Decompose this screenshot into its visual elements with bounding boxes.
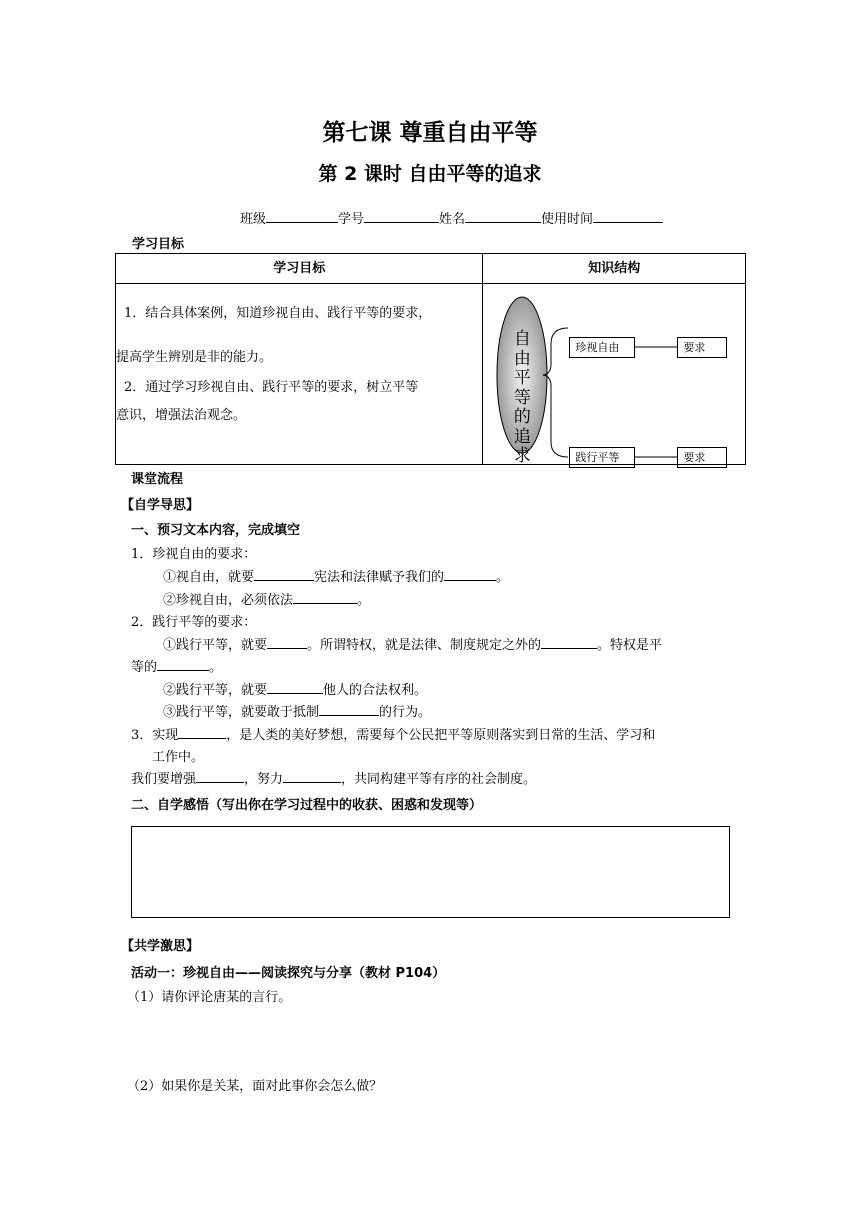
question-2c: ③践行平等，就要敢于抵制 的行为。 [163,701,431,720]
page-subtitle: 第 2 课时 自由平等的追求 [318,163,542,185]
question-1a: ①视自由，就要 宪法和法律赋予我们的 。 [163,566,509,585]
class-field[interactable] [266,209,338,223]
requirement-box-top: 要求 [677,337,727,358]
fill-blank[interactable] [541,635,597,649]
activity1-question2: （2）如果你是关某，面对此事你会怎么做？ [127,1079,383,1094]
part2-heading: 二、自学感悟（写出你在学习过程中的收获、困惑和发现等） [131,798,483,813]
class-flow-heading: 课堂流程 [131,472,184,487]
fill-blank[interactable] [283,769,341,783]
cherish-freedom-box: 珍视自由 [569,337,635,358]
question-2a: ①践行平等，就要 。所谓特权，就是法律、制度规定之外的 。特权是平 [163,634,662,653]
practice-equality-box: 践行平等 [569,447,635,468]
fill-blank[interactable] [178,725,226,739]
name-label: 姓名 [439,212,466,227]
activity1-heading: 活动一：珍视自由——阅读探究与分享（教材 P104） [131,966,446,981]
question-1: 1．珍视自由的要求： [131,547,257,562]
time-field[interactable] [593,209,663,223]
objective-line: 1．结合具体案例，知道珍视自由、践行平等的要求， [124,306,432,321]
reflection-box[interactable] [131,826,730,918]
objective-line: 提高学生辨别是非的能力。 [116,350,273,365]
fill-blank[interactable] [196,769,244,783]
fill-blank[interactable] [267,680,323,694]
structure-col-header: 知识结构 [483,254,746,284]
objectives-col-header: 学习目标 [116,254,483,284]
fill-blank[interactable] [157,657,209,671]
question-1b: ②珍视自由，必须依法 。 [163,589,370,608]
question-3: 3．实现 ，是人类的美好梦想，需要每个公民把平等原则落实到日常的生活、学习和 [131,724,655,743]
fill-blank[interactable] [254,567,314,581]
self-study-heading: 【自学导思】 [121,498,200,513]
requirement-box-bottom: 要求 [677,447,727,468]
fill-blank[interactable] [444,567,496,581]
question-4: 我们要增强 ，努力 ，共同构建平等有序的社会制度。 [131,768,536,787]
activity1-question1: （1）请你评论唐某的言行。 [127,990,292,1005]
knowledge-structure-cell [483,284,746,465]
question-3-cont: 工作中。 [152,750,205,765]
question-2: 2．践行平等的要求： [131,615,257,630]
objective-line: 意识，增强法治观念。 [116,408,247,423]
objective-line: 2．通过学习珍视自由、践行平等的要求，树立平等 [124,380,419,395]
number-field[interactable] [364,209,439,223]
class-label: 班级 [240,212,267,227]
objectives-table [115,253,746,465]
fill-blank[interactable] [293,590,357,604]
fill-blank[interactable] [267,635,307,649]
part1-heading: 一、预习文本内容，完成填空 [131,523,301,538]
time-label: 使用时间 [541,212,594,227]
objectives-cell [116,284,483,465]
number-label: 学号 [338,212,365,227]
center-text: 自 由 平 等 的 追 求 [513,329,531,466]
fill-blank[interactable] [319,702,379,716]
co-study-heading: 【共学激思】 [121,939,200,954]
page-title: 第七课 尊重自由平等 [322,120,538,146]
name-field[interactable] [465,209,541,223]
question-2a-cont: 等的 。 [131,656,222,675]
student-info-line [240,208,663,227]
objectives-heading: 学习目标 [132,237,185,252]
question-2b: ②践行平等，就要 他人的合法权利。 [163,679,427,698]
